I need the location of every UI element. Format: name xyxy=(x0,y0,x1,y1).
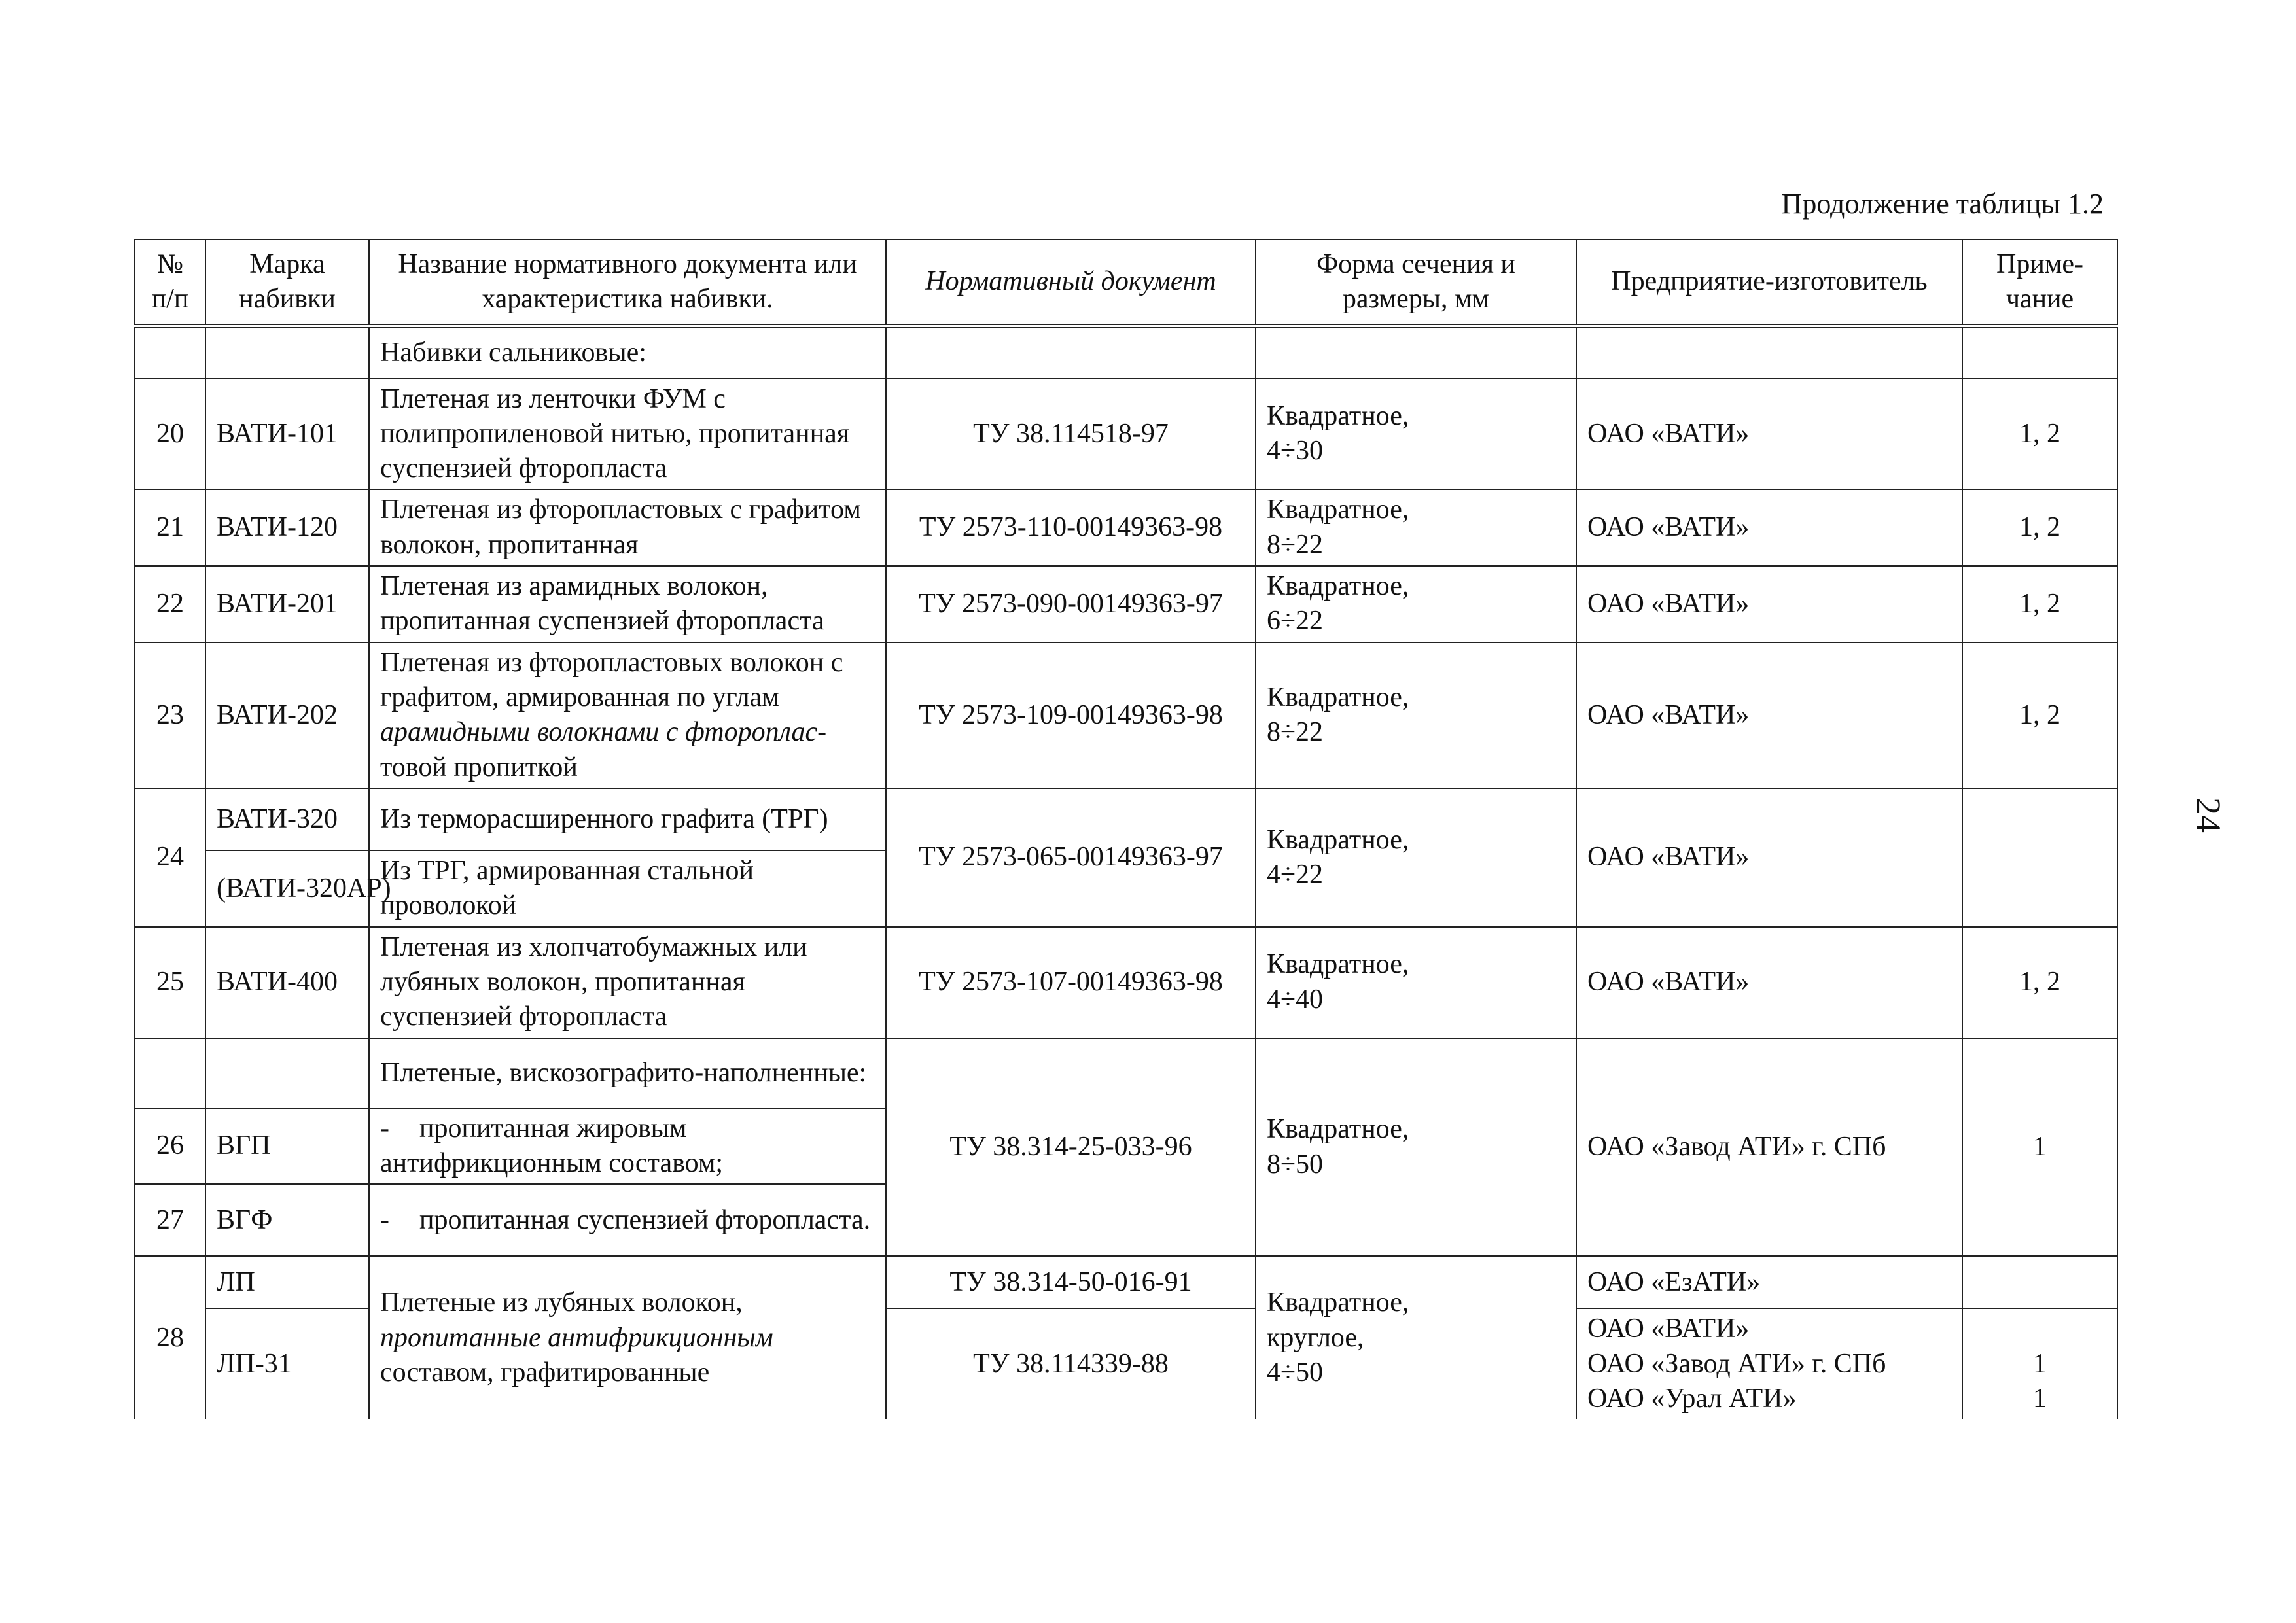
row-doc: ТУ 38.114518-97 xyxy=(886,379,1256,490)
row-maker: ОАО «ВАТИ» xyxy=(1576,379,1962,490)
name-part: товой пропиткой xyxy=(380,752,578,782)
row-maker: ОАО «ВАТИ» xyxy=(1576,788,1962,927)
row-number: 27 xyxy=(135,1184,205,1256)
group-title: Плетеные, вискозографито-наполненные: xyxy=(369,1038,886,1108)
header-num: № п/п xyxy=(135,239,205,326)
row-mark: ВГП xyxy=(205,1108,369,1185)
name-text: пропитанная суспензией фторопласта. xyxy=(419,1204,871,1235)
row-mark: ВАТИ-120 xyxy=(205,489,369,566)
row-note: 1 xyxy=(1962,1038,2117,1257)
row-mark: ВАТИ-320 xyxy=(205,788,369,850)
table-row xyxy=(135,326,2117,379)
row-note: 1, 2 xyxy=(1962,566,2117,642)
form-shape: Квадратное, xyxy=(1267,495,1409,525)
table-row xyxy=(135,1038,2117,1108)
row-name: Из терморасширенного графита (ТРГ) xyxy=(369,788,886,850)
table-row xyxy=(135,642,2117,788)
name-line: Плетеные из лубяных волокон, xyxy=(380,1287,743,1318)
form-shape: Квадратное, xyxy=(1267,682,1409,713)
form-size: 4÷30 xyxy=(1267,436,1324,466)
row-name xyxy=(369,642,886,788)
name-part-italic: арамидными волокнами с фтороплас- xyxy=(380,717,827,748)
table-row xyxy=(135,1256,2117,1308)
row-doc: ТУ 2573-109-00149363-98 xyxy=(886,642,1256,788)
row-number: 20 xyxy=(135,379,205,490)
specification-table xyxy=(134,239,2118,1419)
row-maker: ОАО «ВАТИ» xyxy=(1576,489,1962,566)
row-doc: ТУ 38.314-50-016-91 xyxy=(886,1256,1256,1308)
row-name: Из ТРГ, армированная стальной проволокой xyxy=(369,850,886,927)
row-number: 24 xyxy=(135,788,205,927)
row-name: Плетеная из ленточки ФУМ с полипропиленовой нитью, пропитанная суспензией фторопласта xyxy=(369,379,886,490)
header-maker: Предприятие-изготовитель xyxy=(1576,239,1962,326)
form-size: 4÷50 xyxy=(1267,1357,1324,1388)
form-shape: Квадратное, xyxy=(1267,1287,1409,1318)
row-doc: ТУ 2573-065-00149363-97 xyxy=(886,788,1256,927)
row-maker: ОАО «ВАТИ» xyxy=(1576,566,1962,642)
header-form: Форма сечения и размеры, мм xyxy=(1256,239,1576,326)
maker-line: ОАО «ВАТИ» xyxy=(1587,1314,1750,1344)
row-note: 1, 2 xyxy=(1962,379,2117,490)
row-name xyxy=(369,1184,886,1256)
row-number: 23 xyxy=(135,642,205,788)
form-size: 8÷22 xyxy=(1267,717,1324,748)
list-dash: - xyxy=(380,1113,389,1143)
form-shape-alt: круглое, xyxy=(1267,1322,1364,1353)
row-note xyxy=(1962,788,2117,927)
table-caption: Продолжение таблицы 1.2 xyxy=(1781,188,2104,220)
row-form xyxy=(1256,642,1576,788)
form-size: 4÷40 xyxy=(1267,984,1324,1015)
row-mark: ВАТИ-101 xyxy=(205,379,369,490)
row-note: 1, 2 xyxy=(1962,642,2117,788)
row-note: 1, 2 xyxy=(1962,927,2117,1038)
form-shape: Квадратное, xyxy=(1267,1114,1409,1145)
note-line: 1 xyxy=(2033,1348,2047,1379)
row-mark: ЛП xyxy=(205,1256,369,1308)
row-name: Плетеная из хлопчатобумажных или лубяных волокон, пропитанная суспензией фторопласта xyxy=(369,927,886,1038)
row-note: 1, 2 xyxy=(1962,489,2117,566)
form-size: 8÷50 xyxy=(1267,1149,1324,1179)
row-mark: ВАТИ-400 xyxy=(205,927,369,1038)
form-size: 6÷22 xyxy=(1267,606,1324,637)
name-line-italic: пропитанные антифрикционным xyxy=(380,1322,773,1353)
name-line: составом, графитированные xyxy=(380,1357,710,1388)
row-name: Плетеная из фторопластовых с графитом волокон, пропитанная xyxy=(369,489,886,566)
row-form xyxy=(1256,489,1576,566)
row-number: 28 xyxy=(135,1256,205,1419)
row-name xyxy=(369,1108,886,1185)
row-form xyxy=(1256,566,1576,642)
row-doc: ТУ 2573-090-00149363-97 xyxy=(886,566,1256,642)
maker-line: ОАО «Завод АТИ» г. СПб xyxy=(1587,1348,1886,1379)
row-doc: ТУ 38.314-25-033-96 xyxy=(886,1038,1256,1257)
list-dash: - xyxy=(380,1204,389,1235)
page-number: 24 xyxy=(2189,797,2228,833)
header-row xyxy=(135,239,2117,326)
row-mark: (ВАТИ-320АР) xyxy=(205,850,369,927)
row-doc: ТУ 2573-107-00149363-98 xyxy=(886,927,1256,1038)
table-row xyxy=(135,489,2117,566)
row-mark: ЛП-31 xyxy=(205,1308,369,1419)
row-number: 21 xyxy=(135,489,205,566)
form-shape: Квадратное, xyxy=(1267,571,1409,602)
table-row xyxy=(135,927,2117,1038)
row-note xyxy=(1962,1308,2117,1419)
row-doc: ТУ 38.114339-88 xyxy=(886,1308,1256,1419)
form-size: 8÷22 xyxy=(1267,529,1324,560)
row-maker: ОАО «ЕзАТИ» xyxy=(1576,1256,1962,1308)
row-form xyxy=(1256,1256,1576,1419)
row-name xyxy=(369,1256,886,1419)
row-name: Плетеная из арамидных волокон, пропитанная суспензией фторопласта xyxy=(369,566,886,642)
name-part: Плетеная из фторопластовых волокон с графитом, армированная по углам xyxy=(380,647,843,713)
header-mark: Марка набивки xyxy=(205,239,369,326)
row-form xyxy=(1256,1038,1576,1257)
note-line: 1 xyxy=(2033,1384,2047,1414)
row-mark: ВГФ xyxy=(205,1184,369,1256)
row-number: 25 xyxy=(135,927,205,1038)
row-number: 22 xyxy=(135,566,205,642)
table-row xyxy=(135,566,2117,642)
header-name: Название нормативного документа или характеристика набивки. xyxy=(369,239,886,326)
row-mark: ВАТИ-202 xyxy=(205,642,369,788)
header-note: Приме-чание xyxy=(1962,239,2117,326)
form-size: 4÷22 xyxy=(1267,859,1324,890)
row-mark: ВАТИ-201 xyxy=(205,566,369,642)
form-shape: Квадратное, xyxy=(1267,401,1409,432)
table-row xyxy=(135,788,2117,850)
row-maker: ОАО «Завод АТИ» г. СПб xyxy=(1576,1038,1962,1257)
row-maker: ОАО «ВАТИ» xyxy=(1576,927,1962,1038)
name-text: пропитанная жировым антифрикционным составом; xyxy=(380,1113,724,1179)
row-form xyxy=(1256,379,1576,490)
row-number: 26 xyxy=(135,1108,205,1185)
form-shape: Квадратное, xyxy=(1267,824,1409,855)
row-maker: ОАО «ВАТИ» xyxy=(1576,642,1962,788)
row-maker xyxy=(1576,1308,1962,1419)
table-row xyxy=(135,379,2117,490)
maker-line: ОАО «Урал АТИ» xyxy=(1587,1384,1797,1414)
form-shape: Квадратное, xyxy=(1267,949,1409,980)
row-doc: ТУ 2573-110-00149363-98 xyxy=(886,489,1256,566)
row-form xyxy=(1256,788,1576,927)
header-doc: Нормативный документ xyxy=(886,239,1256,326)
row-form xyxy=(1256,927,1576,1038)
section-title: Набивки сальниковые: xyxy=(369,326,886,379)
